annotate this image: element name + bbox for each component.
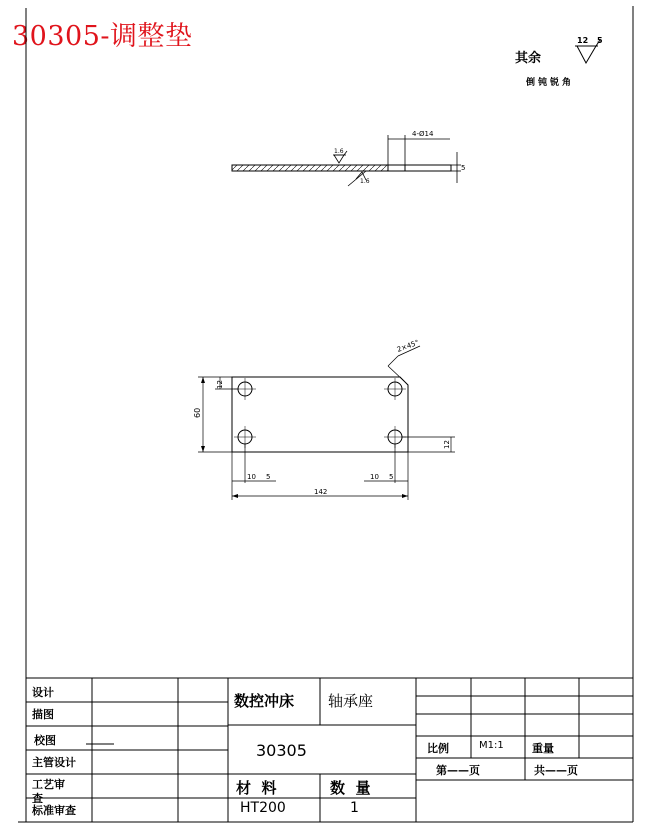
role-label-chief: 主管设计 [32,756,76,769]
left-dim-b-text: 5 [266,473,271,481]
mounting-holes [238,382,402,444]
role-label-design: 设计 [32,686,54,699]
drawing-frame [18,6,633,822]
page-title: 30305-调整垫 [12,21,193,52]
product-name: 轴承座 [328,692,374,710]
role-label-check: 校图 [34,734,56,747]
machine-name: 数控冲床 [234,692,295,710]
total-label: 共——页 [534,764,578,777]
material-value: HT200 [240,800,286,816]
front-view [232,130,465,186]
dimension-lines [198,346,455,500]
right-dim-b-text: 5 [389,473,394,481]
thickness-dim-text: 5 [461,164,466,172]
hole-dim-text: 4-Ø14 [412,130,434,138]
quantity-label: 数 量 [330,779,371,797]
scale-label: 比例 [427,742,449,755]
chamfer-text: 2×45° [395,338,421,354]
role-label-trace: 描图 [32,708,54,721]
top-view [193,339,455,500]
roughness-side-text: 1.6 [360,178,370,185]
center-lines [234,378,406,448]
height-dim-text: 60 [193,407,202,418]
plate-outline [232,377,408,452]
role-label-process: 工艺审查 [32,778,65,805]
edge-note: 倒钝锐角 [526,78,575,88]
roughness-top-text: 1.6 [334,148,344,155]
hole-section [388,165,405,171]
part-number: 30305 [256,741,307,760]
material-label: 材 料 [236,779,277,797]
bottom-offset-text: 12 [443,440,451,449]
length-dim-text: 142 [314,488,328,496]
weight-label: 重量 [532,742,554,755]
surface-symbol-value: 12 [577,36,589,45]
left-dim-a-text: 10 [247,473,256,481]
surface-symbol-sub: 5 [597,36,603,45]
right-dim-a-text: 10 [370,473,379,481]
sheet-label: 第——页 [436,764,480,777]
scale-value: M1:1 [479,740,504,751]
top-offset-text: 12 [216,380,224,389]
role-label-standard: 标准审查 [32,804,76,817]
surface-note-label: 其余 [515,51,542,66]
quantity-value: 1 [350,800,359,816]
